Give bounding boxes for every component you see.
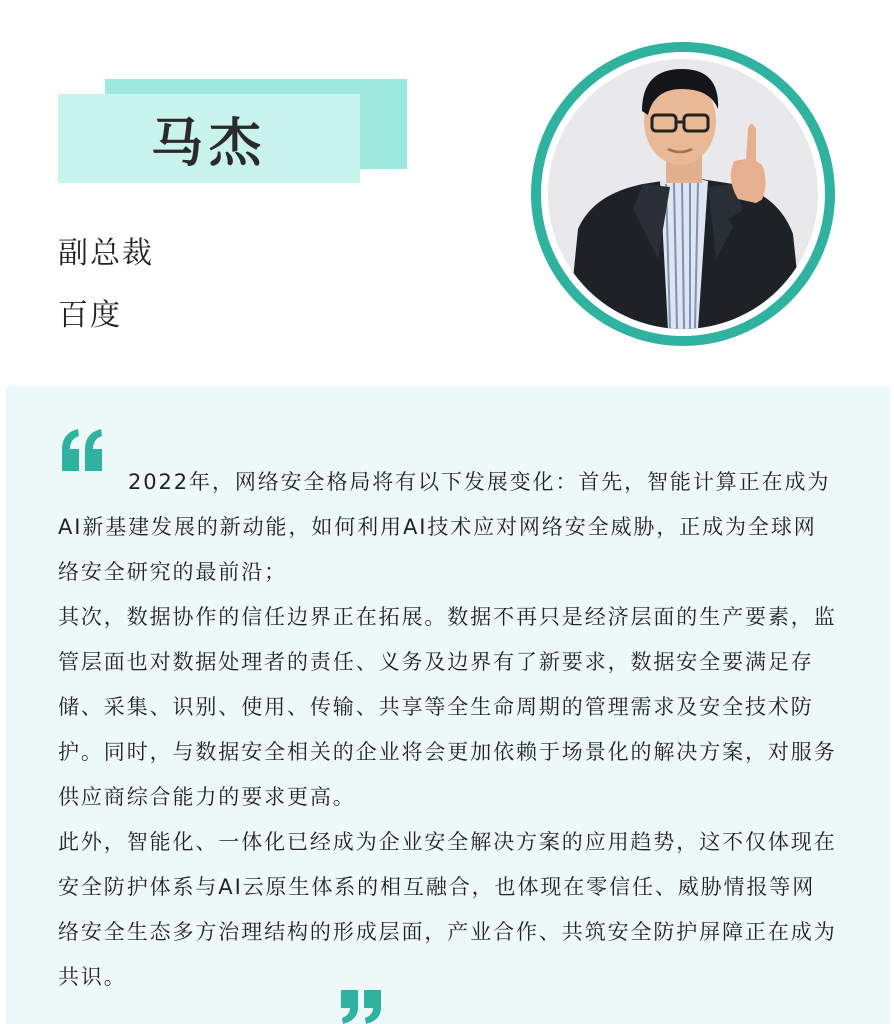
speaker-header xyxy=(0,0,894,386)
quote-paragraph: 其次，数据协作的信任边界正在拓展。数据不再只是经济层面的生产要素，监管层面也对数据处理者的责任、义务及边界有了新要求，数据安全要满足存储、采集、识别、使用、传输、共享等全生命周期的管理需求及安全技术防护。同时，与数据安全相关的企业将会更加依赖于场景化的解决方案，对服务供应商综合能力的要求更高。 xyxy=(58,605,837,809)
speaker-company: 百度 xyxy=(58,298,122,333)
quote-paragraph: 此外，智能化、一体化已经成为企业安全解决方案的应用趋势，这不仅体现在安全防护体系与AI云原生体系的相互融合，也体现在零信任、威胁情报等网络安全生态多方治理结构的形成层面，产业合作、共筑安全防护屏障正在成为共识。 xyxy=(58,830,837,989)
speaker-portrait xyxy=(548,59,818,329)
quote-text xyxy=(58,460,838,1000)
portrait-illustration xyxy=(548,59,818,329)
quote-paragraph: 2022年，网络安全格局将有以下发展变化：首先，智能计算正在成为AI新基建发展的新动能，如何利用AI技术应对网络安全威胁，正成为全球网络安全研究的最前沿； xyxy=(58,470,831,584)
speaker-name: 马杰 xyxy=(150,114,267,174)
close-quote-icon xyxy=(337,988,385,1024)
speaker-title: 副总裁 xyxy=(58,236,154,271)
